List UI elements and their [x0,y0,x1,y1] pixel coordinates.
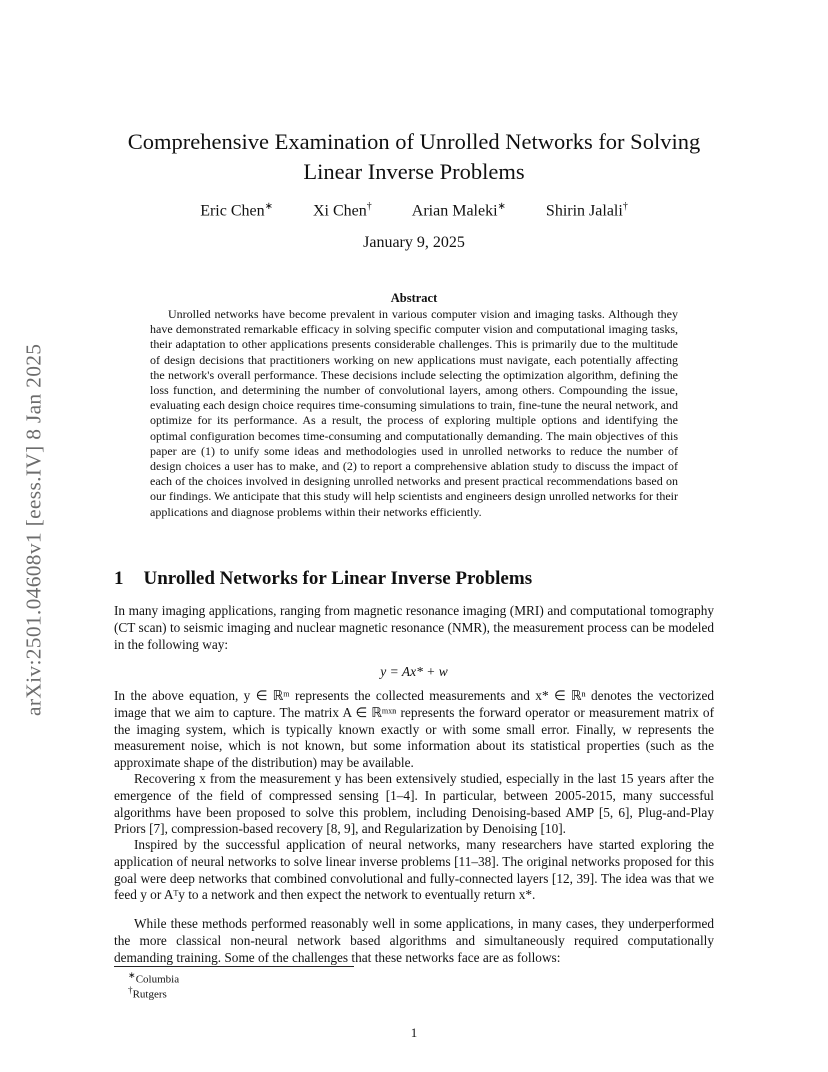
author-3: Arian Maleki∗ [411,201,506,220]
paper-title: Comprehensive Examination of Unrolled Networks for Solving Linear Inverse Problems [127,129,701,184]
paragraph-neural: Inspired by the successful application of neural networks, many researchers have started exploring the application of neural networks to solve linear inverse problems [11–38]. The original networks proposed for this goal were deep networks that combined convolutional and fully-connected layers [12, 39]. The idea was that we feed y or Aᵀy to a network and then expect the network to eventually return x*. [114,837,714,903]
paragraph-challenges: While these methods performed reasonably well in some applications, in many cases, they underperformed the more classical non-neural network based algorithms and simultaneously required computationally demanding training. Some of the challenges that these networks face are as follows: [114,916,714,965]
author-list [100,201,728,220]
section-number: 1 [114,568,124,589]
footnote-1: ∗Columbia [128,970,180,986]
section-heading [114,568,714,590]
publication-date: January 9, 2025 [363,234,465,251]
paragraph-model: In the above equation, y ∈ ℝᵐ represents the collected measurements and x* ∈ ℝⁿ denotes the vectorized image that we aim to capture. The matrix A ∈ ℝᵐˣⁿ represents the forward operator or measurement matrix of the imaging system, which is typically known exactly or with some small error. Finally, w represents the measurement noise, which is not known, but some information about its statistical properties (such as the approximate shape of the distribution) may be available. [114,688,714,771]
arxiv-identifier-watermark: arXiv:2501.04608v1 [eess.IV] 8 Jan 2025 [21,343,46,717]
page-number: 1 [410,1025,418,1040]
abstract-body: Unrolled networks have become prevalent in various computer vision and imaging tasks. Although they have demonstrated remarkable efficacy in solving specific computer vision and computational imaging tasks, their adaptation to other applications presents considerable challenges. This is primarily due to the multitude of design decisions that practitioners working on new applications must navigate, each potentially affecting the network's overall performance. These decisions include selecting the optimization algorithm, defining the loss function, and determining the number of convolutional layers, among others. Compounding the issue, evaluating each design choice requires time-consuming simulations to train, fine-tune the neural network, and optimize for its performance. As a result, the process of exploring multiple options and identifying the optimal configuration becomes time-consuming and computationally demanding. The main objectives of this paper are (1) to unify some ideas and methodologies used in unrolled networks to reduce the number of design choices a user has to make, and (2) to report a comprehensive ablation study to discuss the impact of each of the choices involved in designing unrolled networks and present practical recommendations based on our findings. We anticipate that this study will help scientists and engineers design unrolled networks for their applications and diagnose problems within their networks efficiently. [150,307,678,519]
author-1: Eric Chen∗ [200,201,273,220]
footnote-divider [114,966,354,967]
abstract-heading: Abstract [390,291,438,305]
paragraph-intro: In many imaging applications, ranging from magnetic resonance imaging (MRI) and computational tomography (CT scan) to seismic imaging and nuclear magnetic resonance (NMR), the measurement process can be modeled in the following way: [114,603,714,652]
measurement-equation: y = Ax* + w [380,664,448,679]
author-4: Shirin Jalali† [545,201,628,220]
section-title: Unrolled Networks for Linear Inverse Problems [143,568,533,589]
footnote-2: †Rutgers [128,985,167,1001]
paragraph-recovery: Recovering x from the measurement y has been extensively studied, especially in the last 15 years after the emergence of the field of compressed sensing [1–4]. In particular, between 2005-2015, many successful algorithms have been proposed to solve this problem, including Denoising-based AMP [5, 6], Plug-and-Play Priors [7], compression-based recovery [8, 9], and Regularization by Denoising [10]. [114,771,714,837]
author-2: Xi Chen† [313,201,372,220]
